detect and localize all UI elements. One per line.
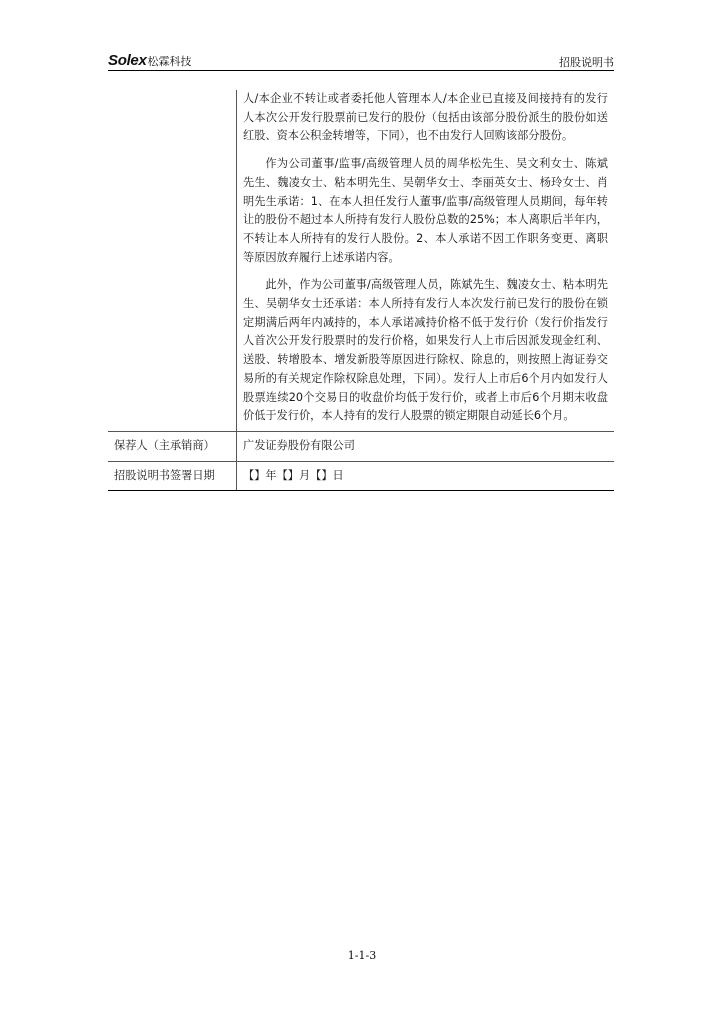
logo-company-name: 松霖科技 [147, 55, 192, 68]
header-divider [108, 70, 614, 71]
company-logo [108, 52, 192, 70]
table-row [108, 461, 614, 491]
table-row [108, 90, 614, 431]
lockup-commitment-cell [237, 90, 615, 431]
paragraph: 人/本企业不转让或者委托他人管理本人/本企业已直接及间接持有的发行人本次公开发行股票前已发行的股份（包括由该部分股份派生的股份如送红股、资本公积金转增等，下同），也不由发行人回购该部分股份。 [243, 92, 608, 143]
prospectus-info-table [108, 90, 614, 491]
document-type: 招股说明书 [559, 56, 614, 69]
sponsor-label: 保荐人（主承销商） [108, 431, 237, 461]
table-row [108, 431, 614, 461]
paragraph: 作为公司董事/监事/高级管理人员的周华松先生、吴文利女士、陈斌先生、魏凌女士、粘本明先生、吴朝华女士、李丽英女士、杨玲女士、肖明先生承诺：1、在本人担任发行人董事/监事/高级管理人员期间，每年转让的股份不超过本人所持有发行人股份总数的25%；本人离职后半年内，不转让本人所持有的发行人股份。2、本人承诺不因工作职务变更、离职等原因放弃履行上述承诺内容。 [243, 157, 608, 264]
page-number: 1-1-3 [347, 949, 377, 962]
table-cell-label-empty [108, 90, 237, 431]
signing-date-label: 招股说明书签署日期 [108, 461, 237, 491]
logo-brand-text: Solex [108, 52, 147, 69]
paragraph: 此外，作为公司董事/高级管理人员，陈斌先生、魏凌女士、粘本明先生、吴朝华女士还承诺：本人所持有发行人本次发行前已发行的股份在锁定期满后两年内减持的，本人承诺减持价格不低于发行价（发行价指发行人首次公开发行股票时的发行价格，如果发行人上市后因派发现金红利、送股、转增股本、增发新股等原因进行除权、除息的，则按照上海证券交易所的有关规定作除权除息处理，下同）。发行人上市后6个月内如发行人股票连续20个交易日的收盘价均低于发行价，或者上市后6个月期末收盘价低于发行价，本人持有的发行人股票的锁定期限自动延长6个月。 [243, 278, 608, 423]
sponsor-value: 广发证券股份有限公司 [237, 431, 615, 461]
page-header [108, 52, 614, 70]
signing-date-value: 【】年【】月【】日 [237, 461, 615, 491]
